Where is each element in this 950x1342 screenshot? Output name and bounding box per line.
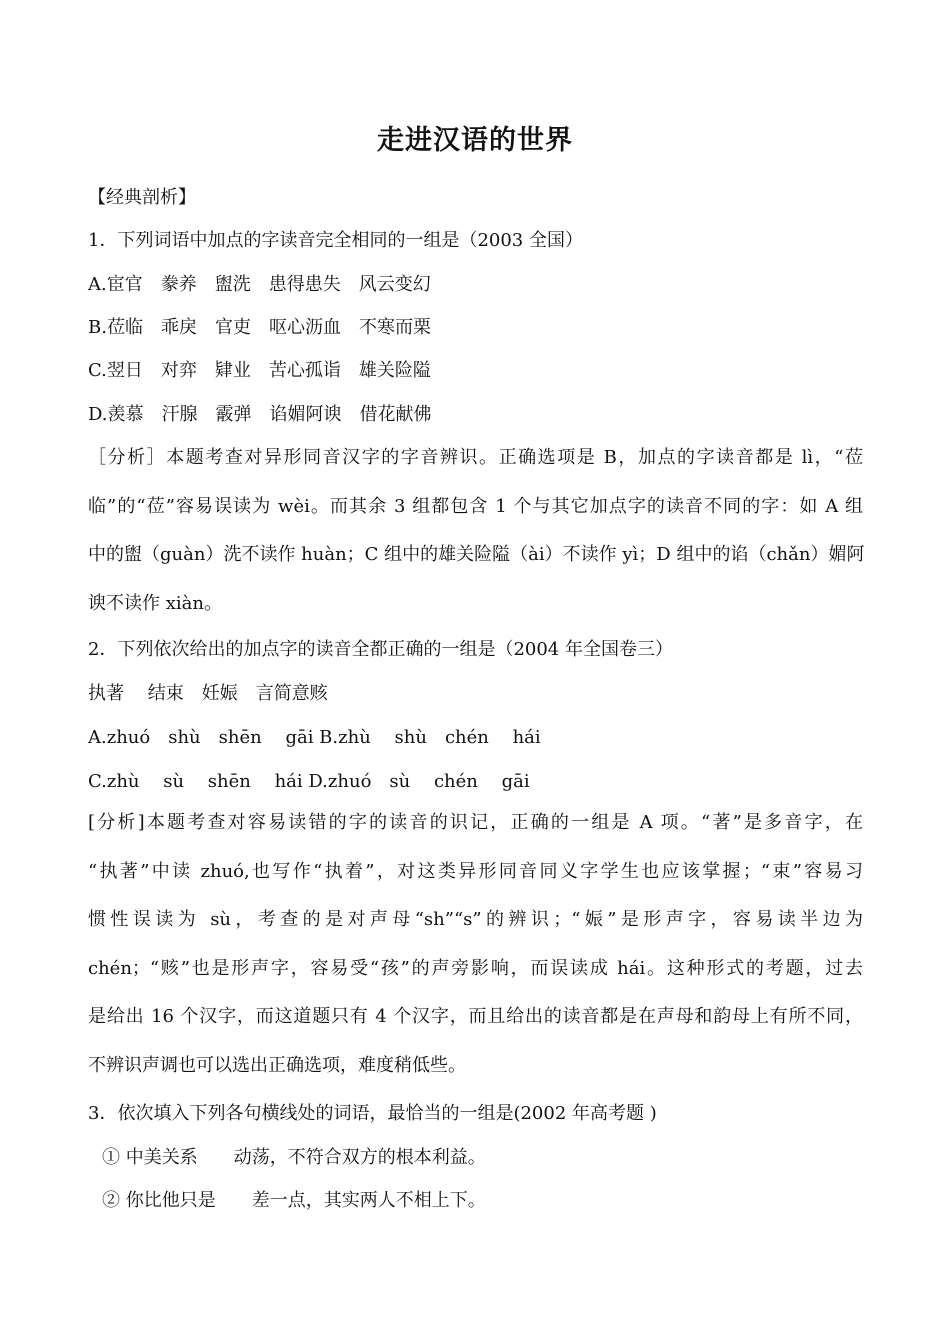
question-1-option-c: C.翌日 对弈 肄业 苦心孤诣 雄关险隘 [88, 360, 431, 381]
question-2-words: 执著 结束 妊娠 言简意赅 [88, 683, 328, 704]
analysis-line: 惯性误读为 sù，考查的是对声母“sh”“s”的辨识；“娠”是形声字，容易读半边为 [88, 909, 863, 930]
question-1-option-b: B.莅临 乖戾 官吏 呕心沥血 不寒而栗 [88, 317, 431, 338]
analysis-line: 谀不读作 xiàn。 [88, 592, 222, 614]
question-2-stem: 2．下列依次给出的加点字的读音全都正确的一组是（2004 年全国卷三） [88, 639, 673, 660]
question-3-stem: 3．依次填入下列各句横线处的词语，最恰当的一组是(2002 年高考题 ) [88, 1103, 657, 1124]
question-1-analysis [88, 434, 863, 628]
analysis-line: 不辨识声调也可以选出正确选项，难度稍低些。 [88, 1054, 466, 1076]
analysis-line: 临”的“莅”容易误读为 wèi。而其余 3 组都包含 1 个与其它加点字的读音不同的字：如 A 组 [88, 495, 863, 517]
analysis-line: chén；“赅”也是形声字，容易受“孩”的声旁影响，而误读成 hái。这种形式的考题，过去 [88, 957, 863, 979]
question-2-options-ab: A.zhuó shù shēn gāi B.zhù shù chén hái [88, 727, 541, 748]
question-3-item-2: ② 你比他只是 差一点，其实两人不相上下。 [102, 1190, 486, 1211]
analysis-line: 中的盥（guàn）洗不读作 huàn；C 组中的雄关险隘（ài）不读作 yì；D 组中的谄（chǎn）媚阿 [88, 544, 865, 565]
analysis-line: ［分析］本题考查对异形同音汉字的字音辨识。正确选项是 B，加点的字读音都是 lì，“莅 [88, 447, 863, 468]
analysis-line: 是给出 16 个汉字，而这道题只有 4 个汉字，而且给出的读音都是在声母和韵母上有所不同， [88, 1006, 863, 1027]
analysis-line: [分析]本题考查对容易读错的字的读音的识记，正确的一组是 A 项。“著”是多音字，在 [88, 812, 863, 833]
page-title: 走进汉语的世界 [377, 125, 573, 156]
question-1-stem: 1．下列词语中加点的字读音完全相同的一组是（2003 全国） [88, 230, 583, 251]
question-2-options-cd: C.zhù sù shēn hái D.zhuó sù chén gāi [88, 771, 530, 792]
section-heading: 【经典剖析】 [88, 187, 196, 208]
question-1-option-d: D.羡慕 汗腺 霰弹 谄媚阿谀 借花献佛 [88, 404, 432, 425]
question-1-option-a: A.宦官 豢养 盥洗 患得患失 风云变幻 [88, 274, 431, 295]
analysis-line: “执著”中读 zhuó,也写作“执着”，对这类异形同音同义字学生也应该掌握；“束”容易习 [88, 860, 863, 882]
question-2-analysis [88, 799, 863, 1090]
question-3-item-1: ① 中美关系 动荡，不符合双方的根本利益。 [102, 1147, 486, 1168]
